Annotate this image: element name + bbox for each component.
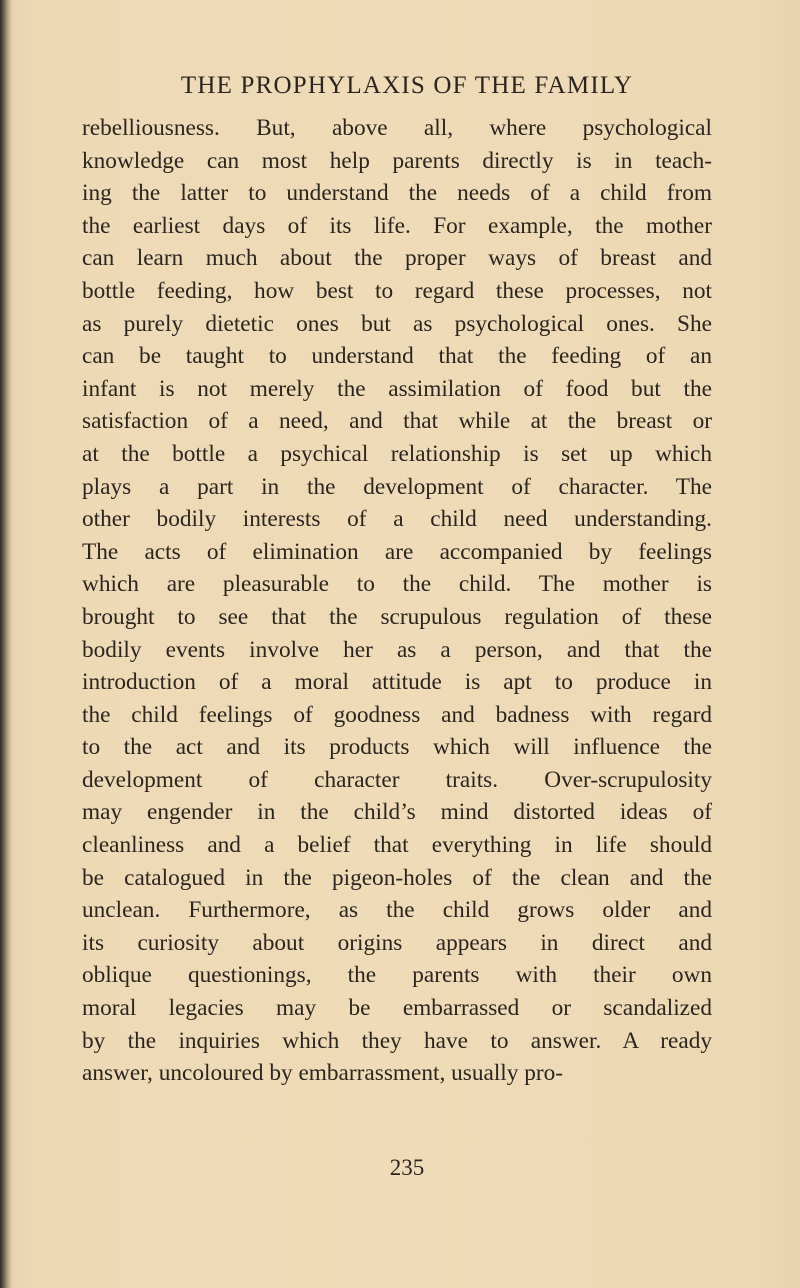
text-line: be catalogued in the pigeon-holes of the clean and the — [82, 864, 712, 891]
text-line: can be taught to understand that the feeding of an — [82, 343, 712, 370]
text-line: can learn much about the proper ways of breast and — [82, 245, 712, 272]
text-line: oblique questionings, the parents with their own — [82, 962, 712, 989]
text-line: brought to see that the scrupulous regulation of these — [82, 603, 712, 630]
text-line: cleanliness and a belief that everything in life should — [82, 832, 712, 859]
text-line: introduction of a moral attitude is apt to produce in — [82, 669, 712, 696]
text-line: moral legacies may be embarrassed or scandalized — [82, 995, 712, 1022]
text-line: which are pleasurable to the child. The mother is — [82, 571, 712, 598]
text-line: answer, uncoloured by embarrassment, usually pro- — [82, 1060, 564, 1087]
text-line: its curiosity about origins appears in direct and — [82, 929, 712, 956]
page-number: 235 — [389, 1155, 425, 1180]
text-line: bottle feeding, how best to regard these processes, not — [82, 277, 712, 304]
text-line: may engender in the child’s mind distorted ideas of — [82, 799, 712, 826]
text-line: knowledge can most help parents directly is in teach- — [82, 147, 712, 174]
text-line: the earliest days of its life. For example, the mother — [82, 212, 712, 239]
running-head: THE PROPHYLAXIS OF THE FAMILY — [180, 72, 634, 99]
text-line: plays a part in the development of character. The — [82, 473, 712, 500]
text-line: bodily events involve her as a person, and that the — [82, 636, 712, 663]
text-line: to the act and its products which will influence the — [82, 734, 712, 761]
text-line: infant is not merely the assimilation of food but the — [82, 375, 712, 402]
text-line: satisfaction of a need, and that while at the breast or — [82, 408, 712, 435]
body-text — [82, 112, 712, 1090]
text-line: by the inquiries which they have to answer. A ready — [82, 1027, 712, 1054]
text-line: other bodily interests of a child need understanding. — [82, 506, 712, 533]
text-line: development of character traits. Over-scrupulosity — [82, 766, 712, 793]
text-line: The acts of elimination are accompanied by feelings — [82, 538, 712, 565]
text-line: ing the latter to understand the needs of a child from — [82, 180, 712, 207]
text-line: rebelliousness. But, above all, where psychological — [82, 115, 712, 141]
text-line: the child feelings of goodness and badness with regard — [82, 701, 712, 728]
text-line: at the bottle a psychical relationship is set up which — [82, 440, 712, 467]
text-line: as purely dietetic ones but as psychological ones. She — [82, 310, 712, 337]
text-line: unclean. Furthermore, as the child grows older and — [82, 897, 712, 924]
book-spine-edge — [0, 0, 12, 1288]
